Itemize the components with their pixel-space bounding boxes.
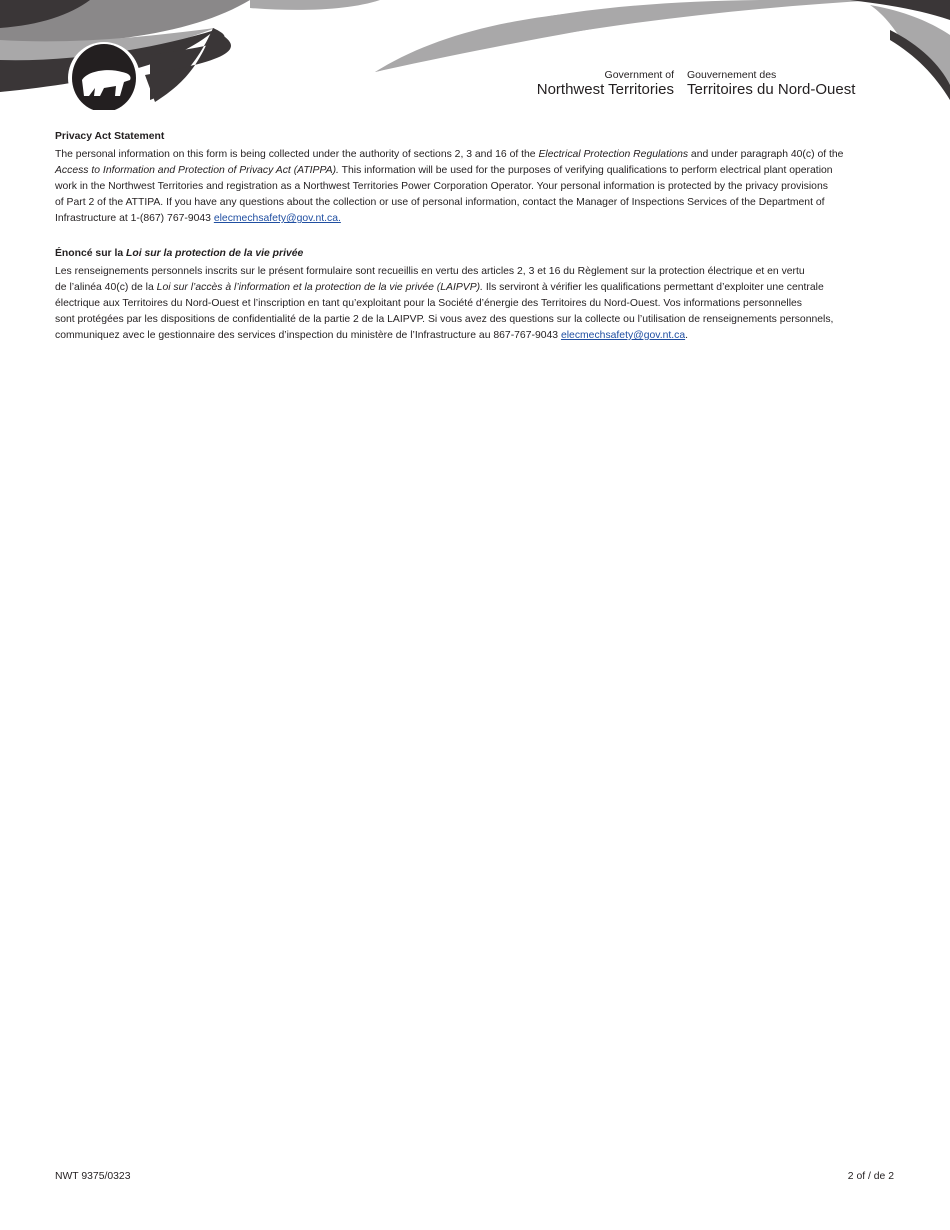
gov-en-big: Northwest Territories — [536, 81, 674, 98]
text: sont protégées par les dispositions de confidentialité de la partie 2 de la LAIPVP. Si vous avez des questions sur la collecte ou l’utilisation de renseignements personnels, — [55, 314, 834, 325]
email-link[interactable]: elecmechsafety@gov.nt.ca — [560, 330, 686, 341]
text: communiquez avec le gestionnaire des services d’inspection du ministère de l’Infrastructure au 867-767-9043 — [55, 330, 561, 341]
form-number: NWT 9375/0323 — [55, 1171, 131, 1182]
privacy-title-fr — [55, 246, 895, 262]
text: Ils serviront à vérifier les qualifications permettant d’exploiter une centrale — [482, 282, 824, 293]
text-line — [55, 211, 895, 227]
italic-text: Loi sur l’accès à l’information et la protection de la vie privée (LAIPVP). — [156, 282, 483, 293]
text: and under paragraph 40(c) of the — [688, 149, 844, 160]
text: This information will be used for the purposes of verifying qualifications to perform electrical plant operation — [338, 165, 833, 176]
text-line — [55, 328, 895, 344]
text: Infrastructure at 1-(867) 767-9043 — [55, 213, 214, 224]
page-number: 2 of / de 2 — [847, 1171, 894, 1182]
privacy-body-en — [55, 147, 895, 227]
government-name-en — [537, 69, 674, 98]
privacy-body-fr — [55, 264, 895, 344]
text: The personal information on this form is being collected under the authority of sections 2, 3 and 16 of the — [55, 149, 539, 160]
privacy-statement-fr — [55, 246, 895, 344]
text-line — [55, 312, 895, 328]
italic-text: Electrical Protection Regulations — [538, 149, 689, 160]
title-fr-bold: Énoncé sur la — [55, 248, 127, 259]
gov-fr-big: Territoires du Nord-Ouest — [687, 81, 856, 98]
email-link[interactable]: elecmechsafety@gov.nt.ca. — [213, 213, 341, 224]
privacy-title-en: Privacy Act Statement — [55, 131, 165, 142]
page-header — [0, 0, 950, 110]
gov-en-small: Government of — [604, 69, 674, 81]
text: work in the Northwest Territories and registration as a Northwest Territories Power Corporation Operator. Your personal information is protected by the privacy provisions — [55, 181, 828, 192]
gov-fr-small: Gouvernement des — [687, 69, 777, 81]
text-line — [55, 195, 895, 211]
text: de l’alinéa 40(c) de la — [55, 282, 157, 293]
text-line — [55, 296, 895, 312]
government-name-fr — [687, 69, 855, 98]
text: of Part 2 of the ATTIPA. If you have any questions about the collection or use of personal information, contact the Manager of Inspections Services of the Department of — [55, 197, 825, 208]
text: électrique aux Territoires du Nord-Ouest et l’inscription en tant qu’exploitant pour la Société d’énergie des Territoires du Nord-Ouest. Vos informations personnelles — [55, 298, 802, 309]
text-line — [55, 147, 895, 163]
text-line — [55, 280, 895, 296]
privacy-statement-en — [55, 129, 895, 227]
text: Les renseignements personnels inscrits sur le présent formulaire sont recueillis en vertu des articles 2, 3 et 16 du Règlement sur la protection électrique et en vertu — [55, 266, 805, 277]
text-line — [55, 163, 895, 179]
italic-text: Access to Information and Protection of Privacy Act (ATIPPA). — [55, 165, 339, 176]
text-line — [55, 264, 895, 280]
text-line — [55, 179, 895, 195]
text: . — [685, 330, 688, 341]
title-fr-italic: Loi sur la protection de la vie privée — [126, 248, 304, 259]
